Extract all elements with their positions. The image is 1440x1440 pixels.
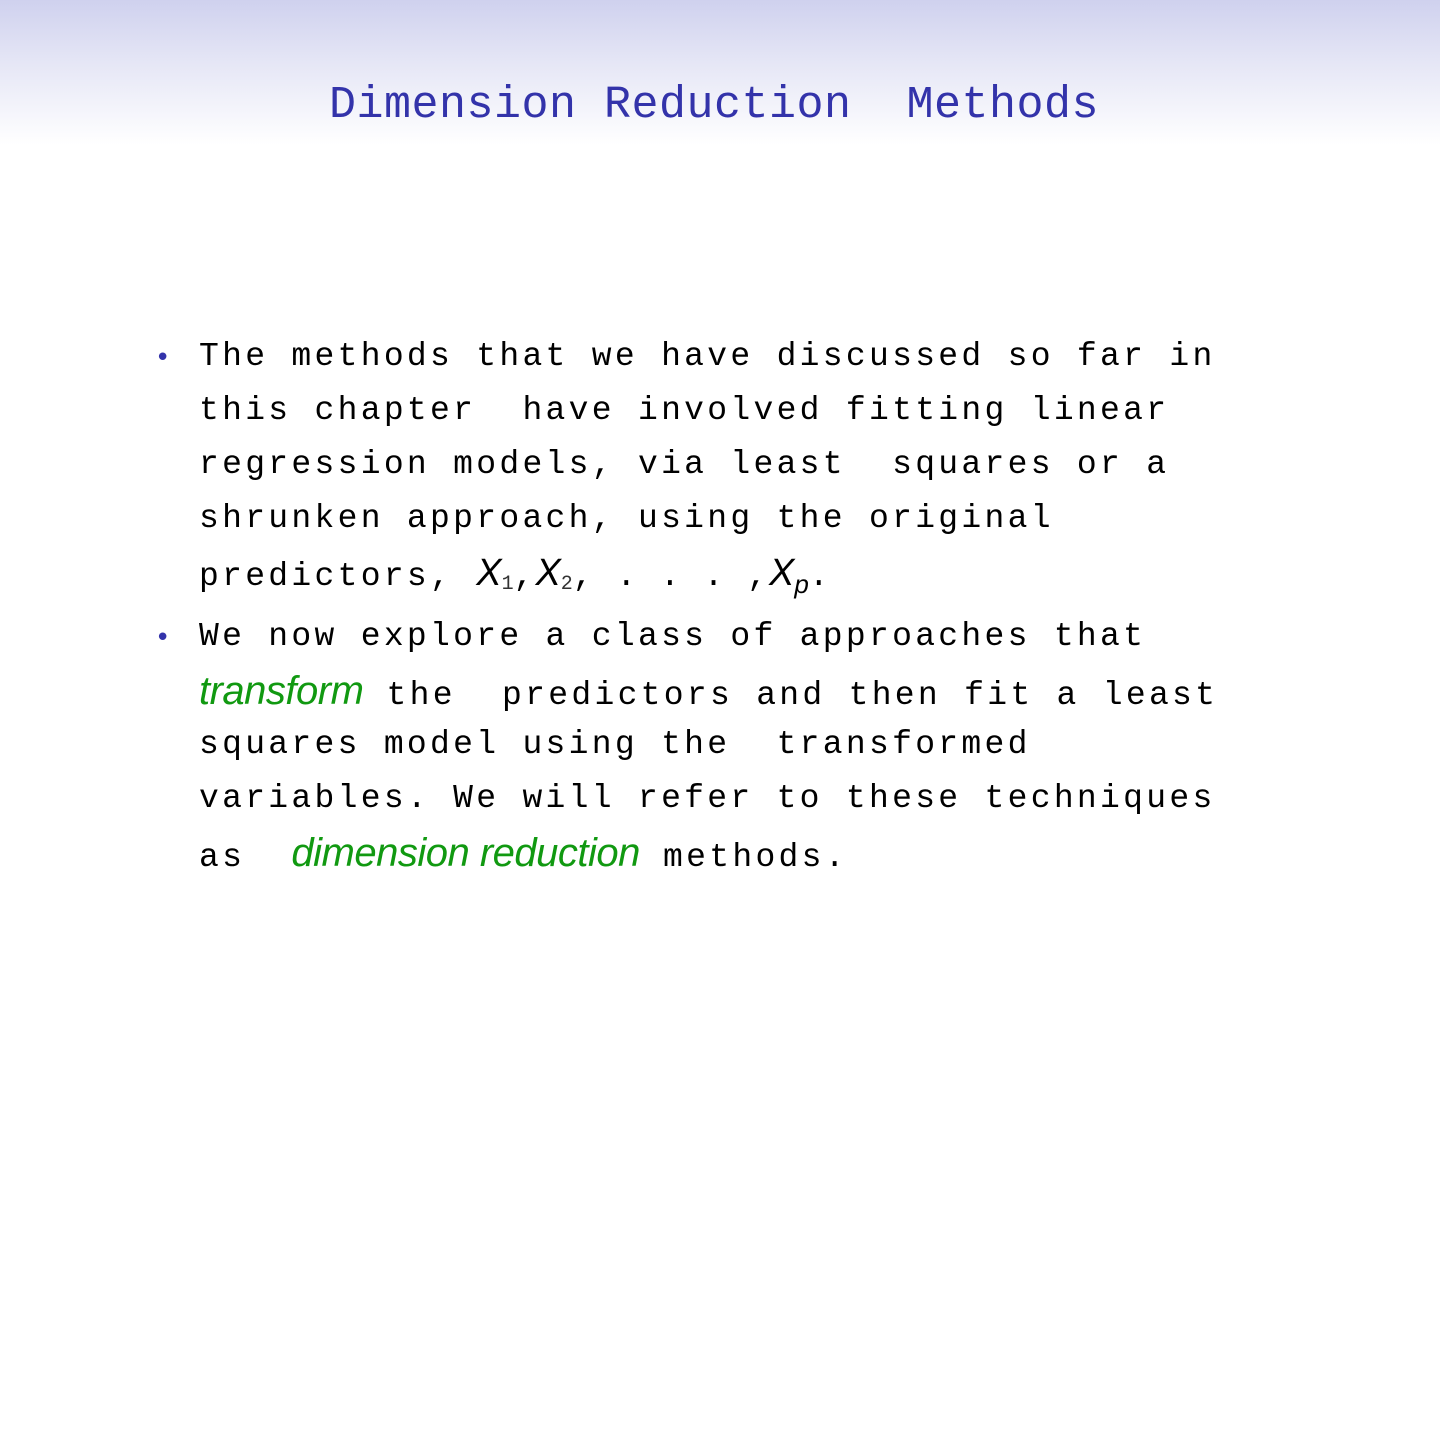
math-end-period: . (808, 558, 832, 595)
math-x2-var: X (535, 552, 561, 594)
bullet-2-line-2-rest: the predictors and then fit a least (363, 677, 1219, 714)
bullet-item-1 (155, 330, 1315, 606)
bullet-1-line-5 (199, 546, 1315, 606)
math-xp-sub: p (794, 569, 809, 599)
math-x1-sub: 1 (501, 573, 514, 596)
math-x1 (476, 552, 513, 594)
math-x2-sub: 2 (560, 573, 573, 596)
bullet-1-line-2: this chapter have involved fitting linear (199, 392, 1170, 429)
math-x2 (535, 552, 572, 594)
bullet-list (155, 330, 1315, 884)
bullet-2-line-3: squares model using the transformed (199, 726, 1031, 763)
math-xp (769, 552, 809, 599)
bullet-1-line-1: The methods that we have discussed so far in (199, 338, 1216, 375)
bullet-dot-icon: • (155, 343, 171, 373)
math-ellipsis: , . . . , (572, 558, 770, 595)
bullet-2-line-5-suffix: methods. (639, 839, 848, 876)
predictors-text: predictors, (199, 558, 477, 595)
bullet-2-line-2 (199, 664, 1315, 718)
emphasis-dimension-reduction: dimension reduction (291, 831, 640, 875)
bullet-2-line-5 (199, 826, 1315, 880)
bullet-2-line-4: variables. We will refer to these techniques (199, 780, 1216, 817)
bullet-2-line-1: We now explore a class of approaches that (199, 618, 1147, 655)
bullet-item-2 (155, 610, 1315, 880)
bullet-1-line-4: shrunken approach, using the original (199, 500, 1054, 537)
math-xp-var: X (769, 552, 795, 594)
emphasis-transform: transform (199, 669, 364, 713)
math-x1-var: X (476, 552, 502, 594)
bullet-1-line-3: regression models, via least squares or a (199, 446, 1170, 483)
bullet-dot-icon: • (155, 623, 171, 653)
math-comma: , (513, 558, 536, 595)
slide-title: Dimension Reduction Methods (328, 80, 1100, 131)
bullet-2-line-5-prefix: as (199, 839, 292, 876)
